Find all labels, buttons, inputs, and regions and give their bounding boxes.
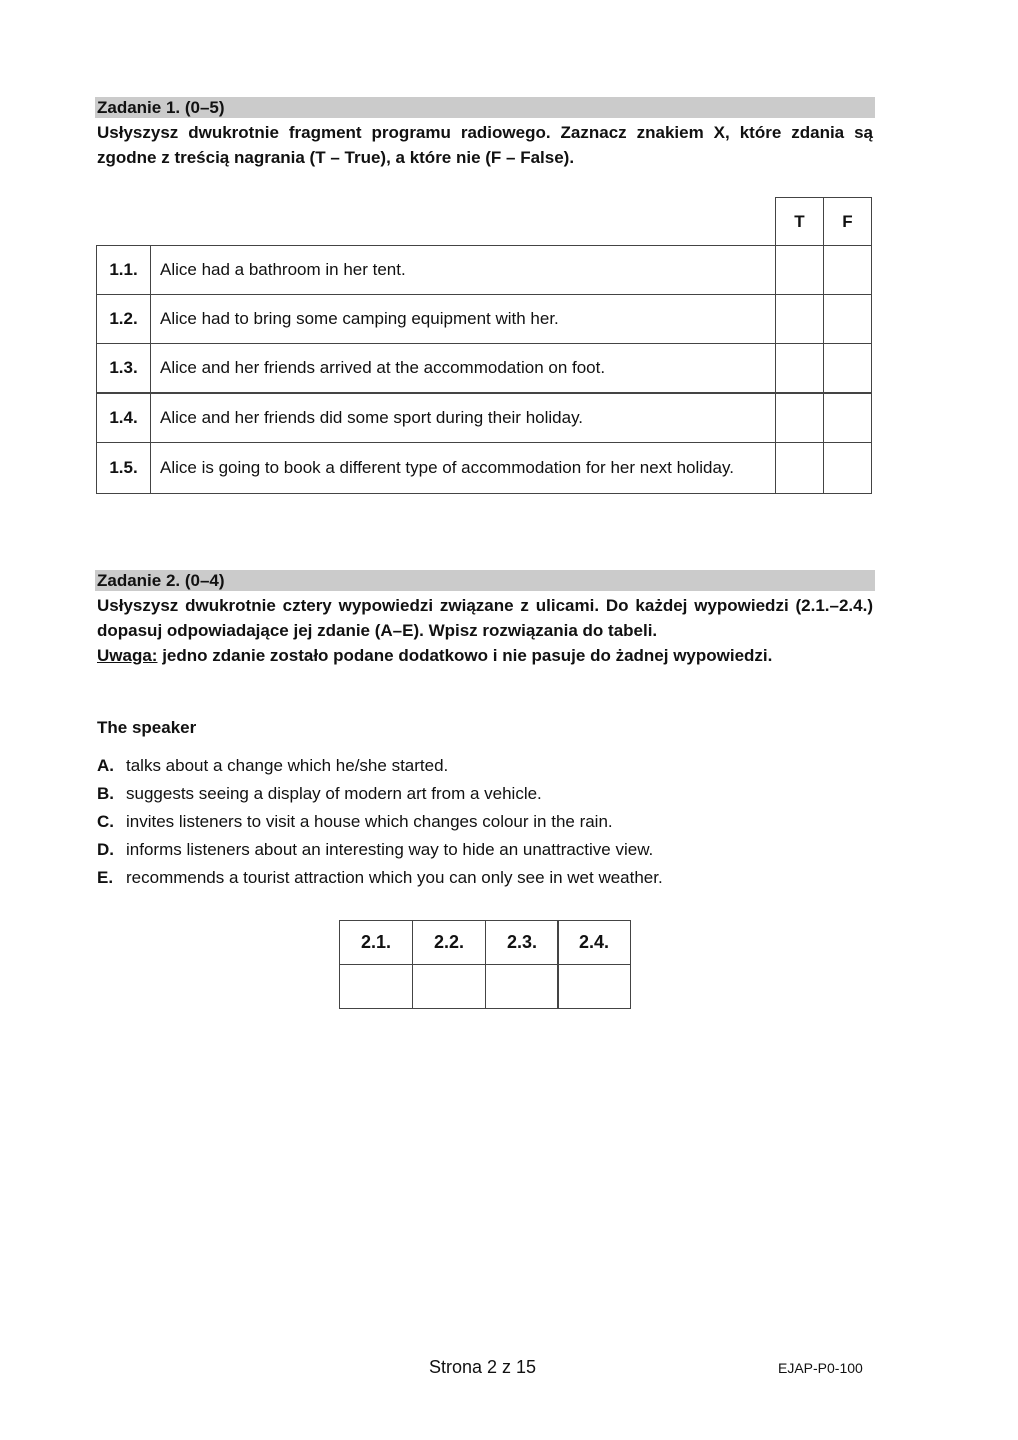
table-row bbox=[96, 294, 872, 344]
answer-input-2-1[interactable] bbox=[339, 964, 413, 1009]
answer-input-2-2[interactable] bbox=[412, 964, 486, 1009]
answer-box-true[interactable] bbox=[775, 442, 824, 494]
task1-instruction: Usłyszysz dwukrotnie fragment programu radiowego. Zaznacz znakiem X, które zdania są zgodne z treścią nagrania (T – True), a które nie (F – False). bbox=[97, 123, 873, 167]
answer-input-2-3[interactable] bbox=[485, 964, 559, 1009]
option-c bbox=[97, 810, 663, 838]
table-row bbox=[96, 343, 872, 393]
option-letter: A. bbox=[97, 756, 114, 775]
answer-box-false[interactable] bbox=[823, 245, 872, 295]
item-statement: Alice and her friends did some sport during their holiday. bbox=[150, 393, 776, 443]
option-text: recommends a tourist attraction which you can only see in wet weather. bbox=[126, 868, 663, 887]
option-d bbox=[97, 838, 663, 866]
task2-instruction: Usłyszysz dwukrotnie cztery wypowiedzi związane z ulicami. Do każdej wypowiedzi (2.1.–2.4.) dopasuj odpowiadające jej zdanie (A–E). Wpisz rozwiązania do tabeli. bbox=[97, 596, 873, 640]
option-text: invites listeners to visit a house which changes colour in the rain. bbox=[126, 812, 613, 831]
page-number: Strona 2 z 15 bbox=[429, 1357, 537, 1377]
option-text: suggests seeing a display of modern art from a vehicle. bbox=[126, 784, 542, 803]
option-b bbox=[97, 782, 663, 810]
note-text: jedno zdanie zostało podane dodatkowo i nie pasuje do żadnej wypowiedzi. bbox=[157, 646, 773, 665]
answer-header: 2.4. bbox=[557, 920, 631, 965]
option-e bbox=[97, 866, 663, 894]
answer-box-false[interactable] bbox=[823, 442, 872, 494]
option-a bbox=[97, 754, 663, 782]
answer-box-false[interactable] bbox=[823, 294, 872, 344]
answer-box-false[interactable] bbox=[823, 343, 872, 393]
item-number: 1.5. bbox=[96, 442, 151, 494]
option-letter: C. bbox=[97, 812, 114, 831]
answer-box-true[interactable] bbox=[775, 393, 824, 443]
option-letter: B. bbox=[97, 784, 114, 803]
item-statement: Alice and her friends arrived at the accommodation on foot. bbox=[150, 343, 776, 393]
task2-note bbox=[97, 643, 873, 668]
table-row bbox=[96, 393, 872, 443]
item-number: 1.2. bbox=[96, 294, 151, 344]
table-row bbox=[96, 245, 872, 295]
answer-box-true[interactable] bbox=[775, 245, 824, 295]
answer-box-false[interactable] bbox=[823, 393, 872, 443]
options-list bbox=[97, 754, 663, 894]
option-letter: D. bbox=[97, 840, 114, 859]
table-row bbox=[96, 442, 872, 494]
answer-header: 2.2. bbox=[412, 920, 486, 965]
answer-box-true[interactable] bbox=[775, 343, 824, 393]
item-number: 1.4. bbox=[96, 393, 151, 443]
document-code: EJAP-P0-100 bbox=[778, 1360, 863, 1376]
task2-header: Zadanie 2. (0–4) bbox=[95, 570, 875, 591]
item-statement: Alice had to bring some camping equipment with her. bbox=[150, 294, 776, 344]
option-text: talks about a change which he/she started. bbox=[126, 756, 449, 775]
item-number: 1.1. bbox=[96, 245, 151, 295]
option-text: informs listeners about an interesting way to hide an unattractive view. bbox=[126, 840, 654, 859]
item-number: 1.3. bbox=[96, 343, 151, 393]
answer-header: 2.3. bbox=[485, 920, 559, 965]
answer-header: 2.1. bbox=[339, 920, 413, 965]
note-label: Uwaga: bbox=[97, 646, 158, 665]
answer-input-2-4[interactable] bbox=[557, 964, 631, 1009]
answer-box-true[interactable] bbox=[775, 294, 824, 344]
options-stem: The speaker bbox=[97, 718, 197, 737]
task1-header: Zadanie 1. (0–5) bbox=[95, 97, 875, 118]
option-letter: E. bbox=[97, 868, 114, 887]
item-statement: Alice had a bathroom in her tent. bbox=[150, 245, 776, 295]
column-header-false: F bbox=[823, 197, 872, 246]
item-statement: Alice is going to book a different type of accommodation for her next holiday. bbox=[150, 442, 776, 494]
column-header-true: T bbox=[775, 197, 824, 246]
